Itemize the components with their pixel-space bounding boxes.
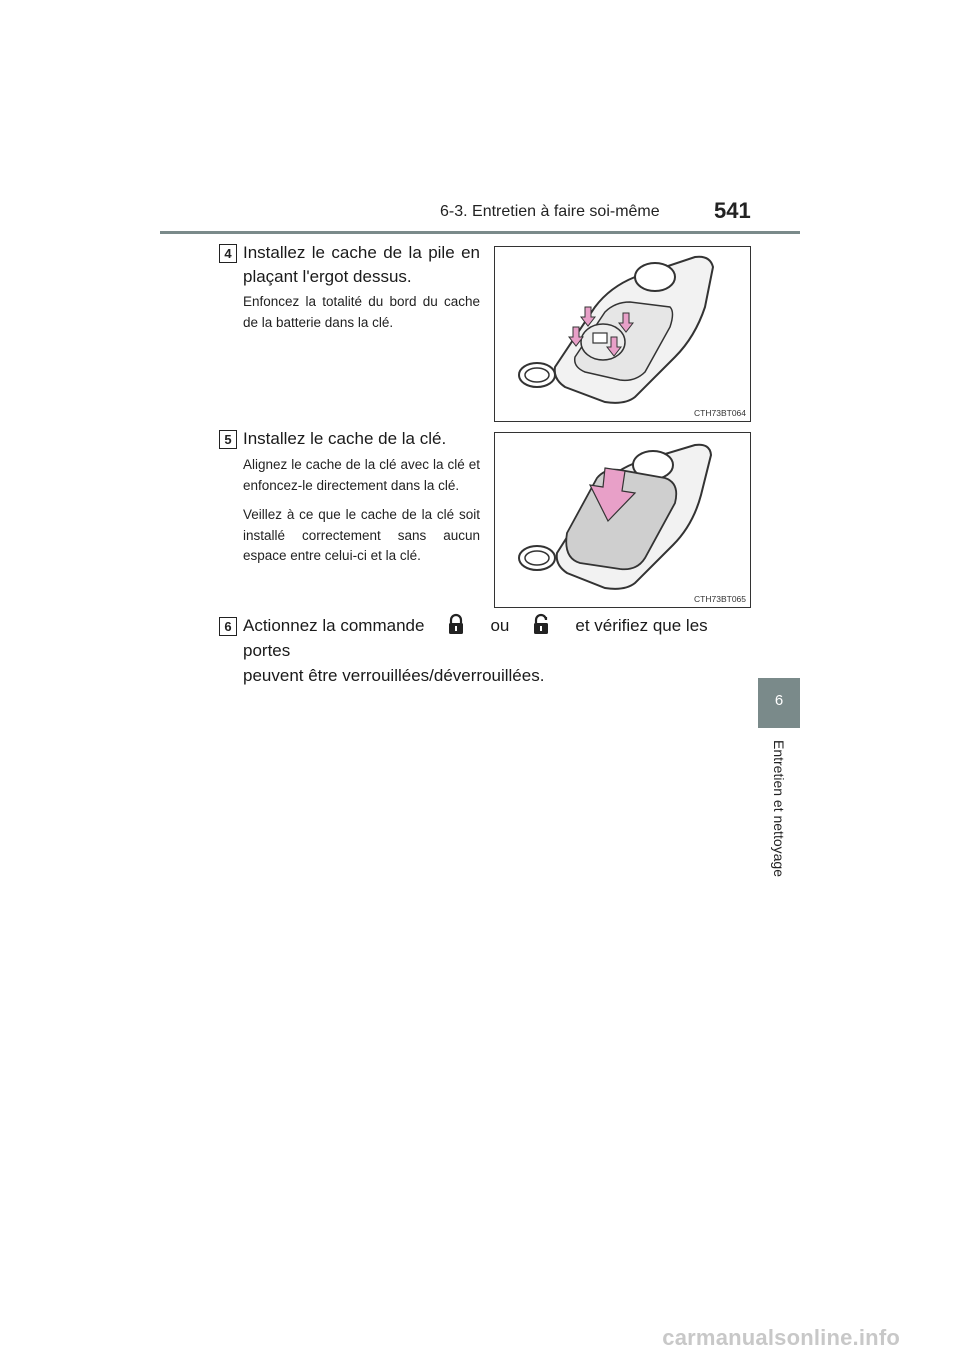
section-title: 6-3. Entretien à faire soi-même [440,203,660,220]
key-cover-illustration [495,433,749,606]
watermark: carmanualsonline.info [662,1325,900,1350]
step-text-line: peuvent être verrouillées/déverrouillées. [243,666,545,685]
figure-key-cover [494,432,751,608]
figure-code: CTH73BT065 [694,594,746,604]
step-text-part: ou [490,616,510,635]
figure-battery-cover [494,246,751,422]
step-title-5: Installez le cache de la clé. [243,429,447,448]
unlock-icon [529,612,553,636]
step-paragraph: Enfoncez la totalité du bord du cache de la batterie dans la clé. [243,294,480,330]
step-title-4: Installez le cache de la pile en plaçant l'ergot dessus. [243,243,480,286]
step-number-4: 4 [219,244,237,263]
chapter-number: 6 [774,692,784,709]
step-description-5 [243,455,480,576]
step-paragraph: Veillez à ce que le cache de la clé soit installé correctement sans aucun espace entre celui-ci et la clé. [243,507,480,563]
step-number-6: 6 [219,617,237,636]
step-description-4 [243,292,480,342]
chapter-label: Entretien et nettoyage [771,740,787,877]
key-battery-illustration [495,247,749,420]
step-text-part: Actionnez la commande [243,616,425,635]
chapter-tab [758,678,800,728]
header-divider [160,231,800,234]
figure-code: CTH73BT064 [694,408,746,418]
step-text-part: et vérifiez que les portes [243,616,708,660]
step-title-6 [243,612,753,688]
page-number: 541 [714,198,751,223]
lock-icon [444,612,468,636]
step-number-5: 5 [219,430,237,449]
step-paragraph: Alignez le cache de la clé avec la clé et enfoncez-le directement dans la clé. [243,457,480,493]
